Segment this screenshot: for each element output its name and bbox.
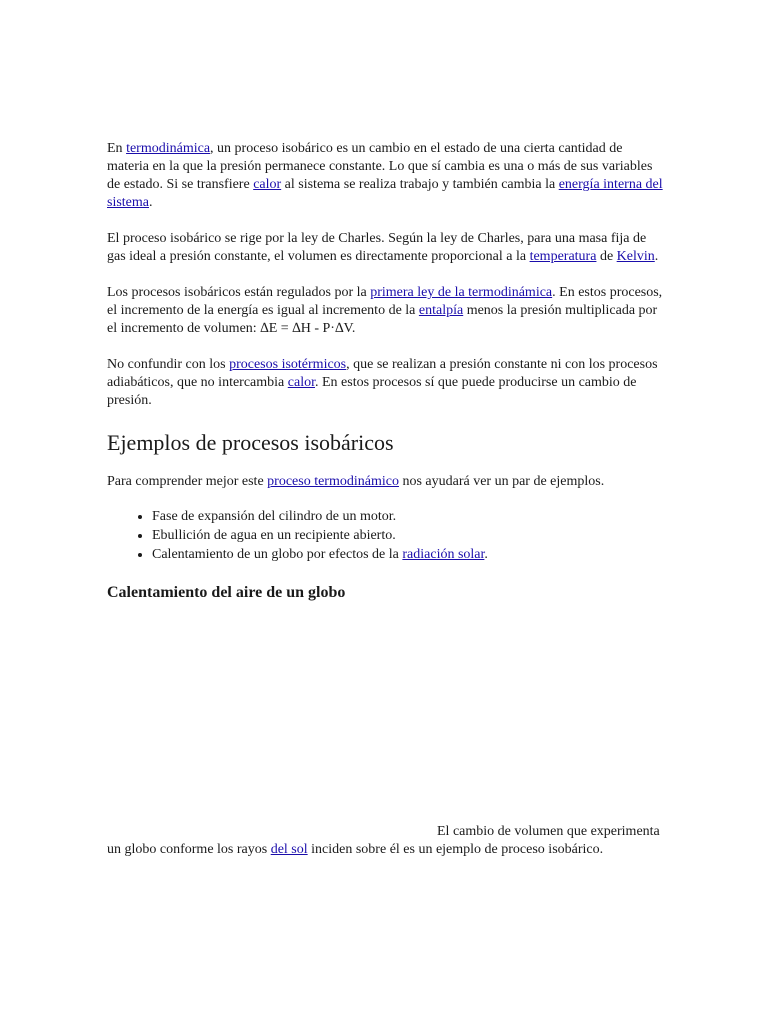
link-kelvin[interactable]: Kelvin bbox=[616, 249, 655, 264]
examples-list bbox=[107, 507, 667, 564]
section-heading: Ejemplos de procesos isobáricos bbox=[107, 430, 394, 455]
text: . bbox=[484, 547, 488, 562]
text: . En estos procesos, el incremento de la energía es igual al incremento de la bbox=[107, 285, 663, 318]
article-body bbox=[107, 140, 667, 859]
paragraph-ley-charles bbox=[107, 230, 667, 266]
text: , un proceso isobárico es un cambio en el estado de una cierta cantidad de materia en la que la presión permanece constante. Lo que sí cambia es una o más de sus variables de estado. Si se transfiere bbox=[107, 141, 653, 192]
paragraph-globo-caption bbox=[107, 823, 667, 859]
text: . bbox=[654, 249, 659, 264]
text: menos la presión multiplicada por el incremento de volumen: ∆E = ∆H - P·∆V. bbox=[107, 303, 658, 336]
link-radiacion-solar[interactable]: radiación solar bbox=[402, 547, 485, 562]
link-procesos-isotermicos[interactable]: procesos isotérmicos bbox=[229, 357, 347, 372]
text: . bbox=[149, 195, 153, 210]
paragraph-definition bbox=[107, 140, 667, 212]
link-del-sol[interactable]: del sol bbox=[270, 842, 308, 857]
link-temperatura[interactable]: temperatura bbox=[529, 249, 597, 264]
paragraph-intro-ejemplos bbox=[107, 473, 667, 491]
list-item bbox=[152, 545, 667, 564]
link-entalpia[interactable]: entalpía bbox=[418, 303, 464, 318]
link-proceso-termodinamico[interactable]: proceso termodinámico bbox=[267, 474, 399, 489]
text: . En estos procesos sí que puede producirse un cambio de presión. bbox=[107, 375, 637, 408]
text: Calentamiento de un globo por efectos de la bbox=[152, 547, 403, 562]
link-calor[interactable]: calor bbox=[253, 177, 282, 192]
text: de bbox=[596, 249, 617, 264]
text: Los procesos isobáricos están regulados por la bbox=[107, 285, 371, 300]
text: inciden sobre él es un ejemplo de proceso isobárico. bbox=[307, 842, 604, 857]
subsection-heading: Calentamiento del aire de un globo bbox=[107, 584, 346, 601]
text: Para comprender mejor este bbox=[107, 474, 268, 489]
text: nos ayudará ver un par de ejemplos. bbox=[398, 474, 605, 489]
paragraph-no-confundir bbox=[107, 356, 667, 410]
link-calor-2[interactable]: calor bbox=[287, 375, 315, 390]
text: No confundir con los bbox=[107, 357, 230, 372]
text: al sistema se realiza trabajo y también cambia la bbox=[281, 177, 559, 192]
list-item: • Ebullición de agua en un recipiente abierto. bbox=[152, 526, 667, 545]
link-energia-interna[interactable]: energía interna del sistema bbox=[107, 177, 663, 210]
paragraph-primera-ley bbox=[107, 284, 667, 338]
link-termodinamica[interactable]: termodinámica bbox=[126, 141, 211, 156]
text: El cambio de volumen que experimenta un globo conforme los rayos bbox=[107, 824, 660, 857]
link-primera-ley[interactable]: primera ley de la termodinámica bbox=[370, 285, 553, 300]
text: En bbox=[107, 141, 127, 156]
list-item: • Fase de expansión del cilindro de un motor. bbox=[152, 507, 667, 526]
figure-placeholder bbox=[107, 603, 667, 823]
text: El proceso isobárico se rige por la ley de Charles. Según la ley de Charles, para una masa fija de gas ideal a presión constante, el volumen es directamente proporcional a la bbox=[107, 231, 647, 264]
text: , que se realizan a presión constante ni con los procesos adiabáticos, que no intercambia bbox=[107, 357, 658, 390]
